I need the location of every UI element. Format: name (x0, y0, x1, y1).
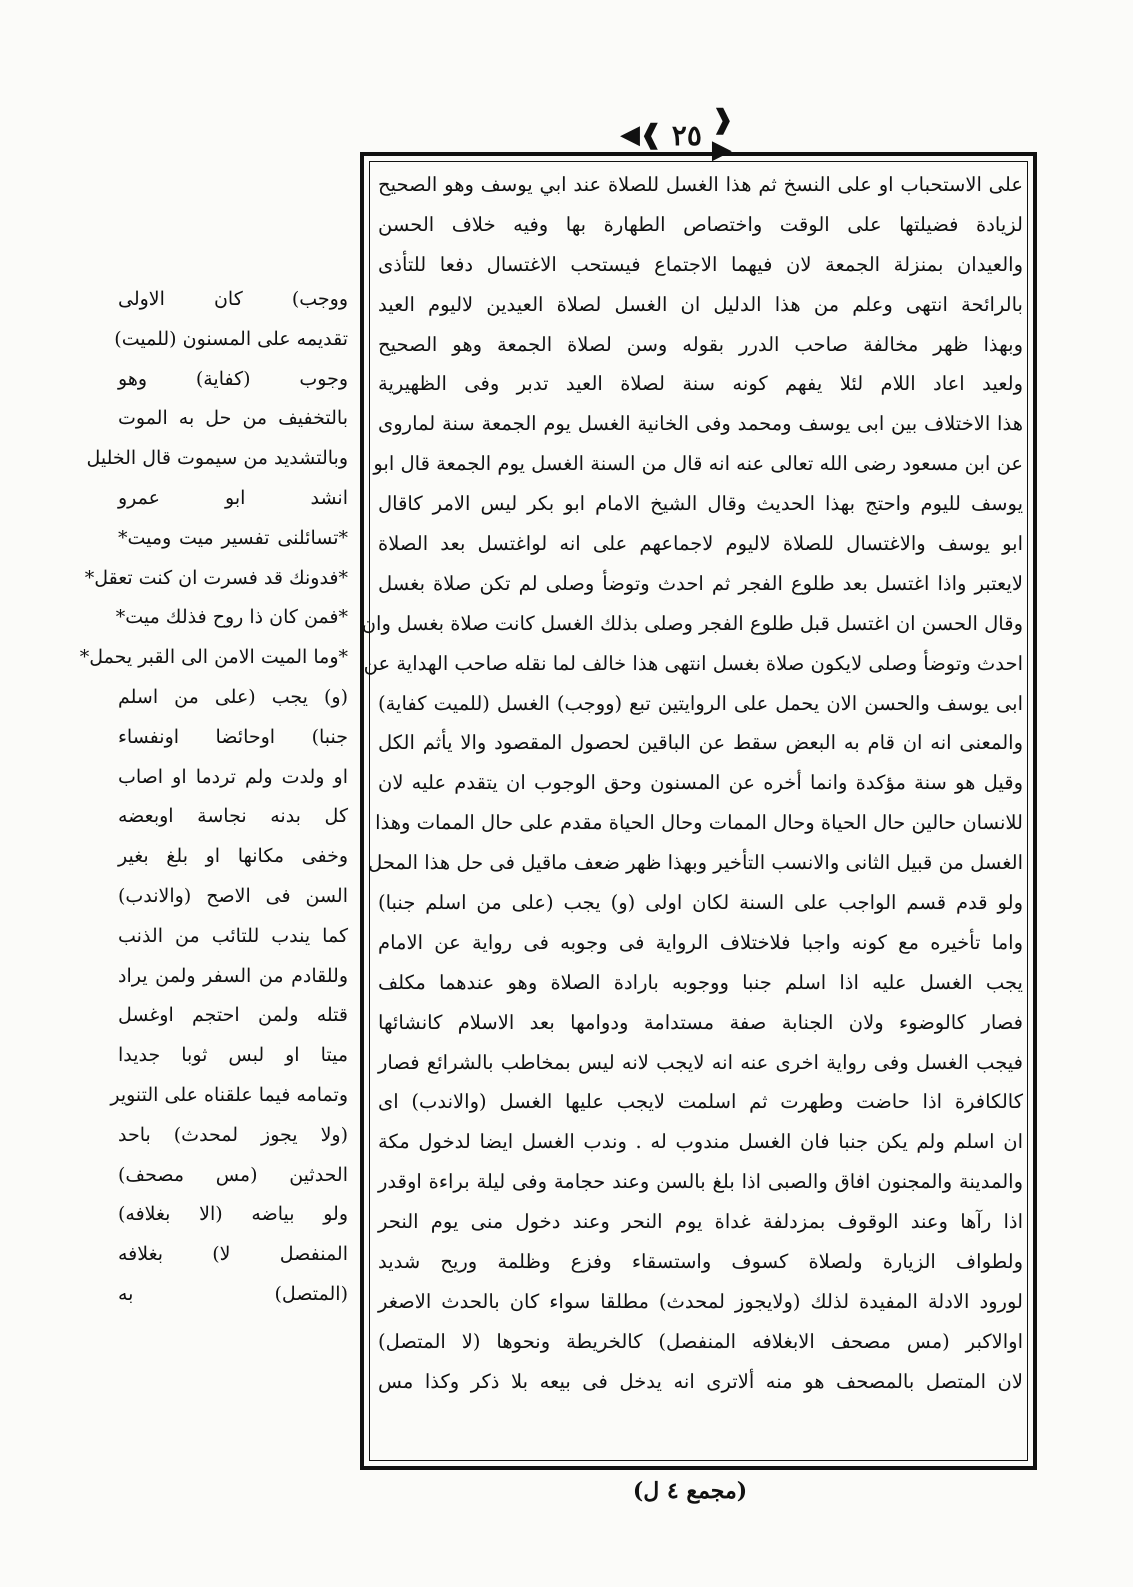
ornament-left-icon: ◀❰ (620, 120, 662, 150)
margin-text-line: (ولا يجوز لمحدث) باحد (118, 1123, 348, 1146)
main-text-line: بالرائحة انتهى وعلم من هذا الدليل ان الغسل لصلاة العيدين لاليوم العيد (378, 292, 1023, 316)
page-number-value: ٢٥ (671, 118, 702, 152)
main-text-line: يجب الغسل عليه اذا اسلم جنبا ووجوبه بارادة الصلاة وهو عندهما مكلف (378, 970, 1023, 994)
margin-text-line: ميتا او لبس ثوبا جديدا (118, 1044, 348, 1067)
main-text-line: واما تأخيره مع كونه واجبا فلاختلاف الرواية فى وجوبه فى رواية عن الامام (378, 930, 1023, 954)
main-text-line: فصار كالوضوء ولان الجنابة صفة مستدامة ودوامها بعد الاسلام كانشائها (378, 1010, 1023, 1034)
main-text-line: على الاستحباب او على النسخ ثم هذا الغسل للصلاة عند ابي يوسف وهو الصحيح (378, 173, 1023, 196)
margin-commentary (79, 280, 348, 1315)
main-text-line: ولو قدم قسم الواجب على السنة لكان اولى (و) يجب (على من اسلم جنبا) (378, 891, 1023, 915)
main-text-line: اوالاكبر (مس مصحف الابغلافه المنفصل) كالخريطة ونحوها (لا المتصل) (378, 1329, 1023, 1353)
margin-text-line: جنبا) اوحائضا اونفساء (118, 725, 348, 748)
main-text-line: لايعتبر واذا اغتسل بعد طلوع الفجر ثم احدث وتوضأ وصلى لم تكن صلاة بغسل (378, 571, 1023, 595)
main-text-line: الغسل من قبيل الثانى والانسب التأخير وبهذا ظهر ضعف ماقيل فى حل هذا المحل (368, 851, 1023, 875)
main-text-line: وقال الحسن ان اغتسل قبل طلوع الفجر وصلى بذلك الغسل كانت صلاة بغسل وان (361, 611, 1023, 635)
main-text-line: ولعيد اعاد اللام لئلا يفهم كونه سنة لصلاة العيد تدبر وفى الظهيرية (378, 372, 1023, 396)
margin-text-line: *وما الميت الامن الى القبر يحمل* (79, 646, 348, 669)
margin-text-line: وللقادم من السفر ولمن يراد (118, 964, 348, 987)
margin-text-line: وجوب (كفاية) وهو (118, 367, 348, 390)
main-text-line: للانسان حالين حال الحياة وحال الممات وحال الحياة مقدم على حال الممات وهذا (375, 811, 1023, 835)
margin-text-line: تقديمه على المسنون (للميت) (114, 327, 348, 350)
main-text-line: والمدينة والمجنون افاق والصبى اذا بلغ بالسن وعند حجامة وفى ليلة براءة اوقدر (378, 1170, 1023, 1194)
main-text-line: يوسف لليوم واحتج بهذا الحديث وقال الشيخ الامام ابو بكر ليس الامر كاقال (378, 492, 1023, 516)
main-text-line: والمعنى انه ان قام به البعض سقط عن الباقين لحصول المقصود والا يأثم الكل (378, 731, 1023, 755)
margin-text-line: *فمن كان ذا روح فذلك ميت* (115, 606, 348, 629)
main-text-line: ولطواف الزيارة ولصلاة كسوف واستسقاء وفزع وظلمة وريح شديد (378, 1250, 1023, 1274)
ornament-right-icon: ❱▶ (711, 105, 734, 165)
margin-text-line: *فدونك قد فسرت ان كنت تعقل* (84, 566, 348, 589)
margin-text-line: انشد ابو عمرو (118, 486, 348, 509)
margin-text-line: المنفصل لا) بغلافه (118, 1243, 348, 1266)
main-text-line: فيجب الغسل وفى رواية اخرى عنه انه لايجب لانه ليس بمخاطب بالشرائع فصار (378, 1050, 1023, 1074)
margin-text-line: *تسائلنى تفسير ميت وميت* (118, 526, 348, 549)
main-text-line: ان اسلم ولم يكن جنبا فان الغسل مندوب له . وندب الغسل ايضا لدخول مكة (378, 1130, 1023, 1154)
main-text-line: لزيادة فضيلتها على الوقت واختصاص الطهارة بها وفيه خلاف الحسن (378, 212, 1023, 236)
margin-text-line: (المتصل) به (118, 1282, 348, 1305)
margin-text-line: بالتخفيف من حل به الموت (118, 407, 348, 430)
main-text-line: احدث وتوضأ وصلى لايكون صلاة بغسل انتهى هذا خالف لما نقله صاحب الهداية عن (363, 651, 1023, 675)
main-text-line: هذا الاختلاف بين ابى يوسف ومحمد وفى الخانية الغسل يوم الجمعة سنة لماروى (378, 412, 1023, 436)
margin-text-line: وخفى مكانها او بلغ بغير (118, 845, 348, 868)
main-text-line: لان المتصل بالمصحف هو منه ألاترى انه يدخل فى بيعه بلا ذكر وكذا مس (378, 1369, 1023, 1393)
margin-text-line: وبالتشديد من سيموت قال الخليل (86, 447, 348, 470)
main-text-line: اذا رآها وعند الوقوف بمزدلفة غداة يوم النحر وعند دخول منى يوم النحر (378, 1210, 1023, 1234)
main-text-line: وقيل هو سنة مؤكدة وانما أخره عن المسنون وحق الوجوب ان يتقدم عليه لان (378, 771, 1023, 795)
main-text-line: ابى يوسف والحسن الان يحمل على الروايتين تبع (ووجب) الغسل (للميت كفاية) (378, 691, 1023, 715)
margin-text-line: ووجب) كان الاولى (118, 288, 348, 310)
main-text-line: والعيدان بمنزلة الجمعة لان فيهما الاجتماع فيستحب الاغتسال دفعا للتأذى (378, 252, 1023, 276)
main-text-line: ابو يوسف والاغتسال للصلاة لاليوم لاجماعهم على انه لواغتسل بعد الصلاة (378, 532, 1023, 556)
margin-text-line: او ولدت ولم تردما او اصاب (118, 765, 348, 788)
margin-text-line: قتله ولمن احتجم اوغسل (118, 1004, 348, 1027)
main-text-block (361, 165, 1023, 1402)
page-number (620, 105, 750, 165)
main-text-line: وبهذا ظهر مخالفة صاحب الدرر بقوله وسن لصلاة الجمعة وهو الصحيح (378, 332, 1023, 356)
main-text-line: لورود الادلة المفيدة لذلك (ولايجوز لمحدث) مطلقا سواء كان بالحدث الاصغر (378, 1289, 1023, 1313)
margin-text-line: ولو بياضه (الا بغلافه) (118, 1203, 348, 1226)
main-text-line: عن ابن مسعود رضى الله تعالى عنه انه قال من السنة الغسل يوم الجمعة قال ابو (373, 452, 1023, 476)
margin-text-line: وتمامه فيما علقناه على التنوير (110, 1083, 348, 1106)
signature-mark: (مجمع ٤ ل) (632, 1478, 748, 1504)
margin-text-line: السن فى الاصح (والاندب) (118, 884, 348, 907)
margin-text-line: (و) يجب (على من اسلم (118, 685, 348, 708)
main-text-line: كالكافرة اذا حاضت وطهرت ثم اسلمت لايجب عليها الغسل (والاندب) اى (378, 1090, 1023, 1114)
margin-text-line: كما يندب للتائب من الذنب (118, 924, 348, 947)
margin-text-line: الحدثين (مس مصحف) (118, 1163, 348, 1186)
margin-text-line: كل بدنه نجاسة اوبعضه (118, 805, 348, 828)
